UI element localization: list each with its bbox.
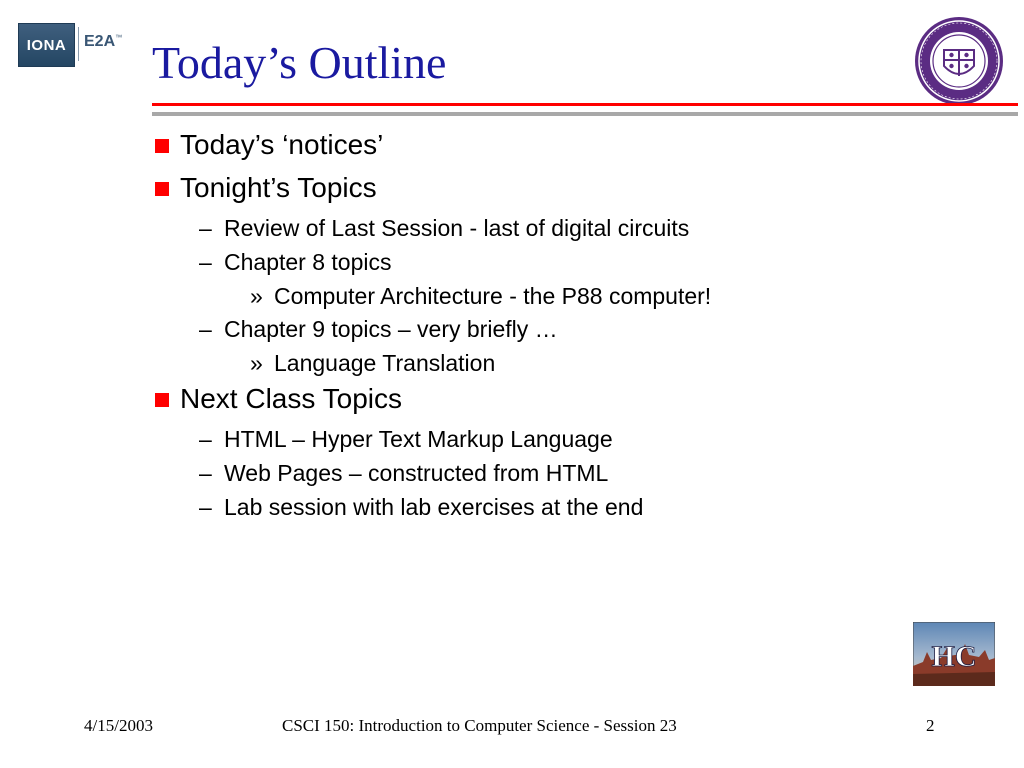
square-bullet-icon [155,139,169,153]
logo-divider [78,27,79,61]
outline-subsubitem-text: Language Translation [274,350,496,376]
outline-subitem-lab-session [153,493,913,527]
outline-subsubitem-computer-architecture [153,282,913,315]
e2a-logo-text: E2A [84,33,116,50]
outline-subitem-text: Chapter 8 topics [224,249,392,275]
footer-date: 4/15/2003 [84,716,153,735]
hc-logo [913,622,995,686]
outline-subitem-chapter-8 [153,248,913,282]
dash-bullet: – [199,460,212,486]
raquo-bullet: » [250,283,263,309]
dash-bullet: – [199,494,212,520]
outline-subitem-review [153,214,913,248]
square-bullet-icon [155,393,169,407]
outline-subsubitem-text: Computer Architecture - the P88 computer! [274,283,712,309]
dash-bullet: – [199,426,212,452]
dash-bullet: – [199,215,212,241]
footer-page-number: 2 [926,716,935,735]
outline-subitem-text: Review of Last Session - last of digital circuits [224,215,690,241]
outline-subitem-html [153,425,913,459]
outline-subitem-chapter-9 [153,315,913,349]
outline-item-text: Today’s ‘notices’ [180,129,384,160]
outline-item-next-class [153,382,913,425]
outline-subitem-text: Lab session with lab exercises at the end [224,494,644,520]
e2a-logo: E2A™ [84,33,123,50]
outline-subitem-web-pages [153,459,913,493]
outline-subitem-text: Chapter 9 topics – very briefly … [224,316,558,342]
footer-course-title: CSCI 150: Introduction to Computer Science - Session 23 [282,716,677,735]
outline-item-text: Tonight’s Topics [180,172,377,203]
outline-subitem-text: HTML – Hyper Text Markup Language [224,426,613,452]
outline-subsubitem-language-translation [153,349,913,382]
iona-logo-text: IONA [26,36,67,54]
outline-item-tonights-topics [153,171,913,214]
outline-item-notices [153,128,913,171]
outline-item-text: Next Class Topics [180,383,403,414]
hc-logo-text: HC [931,640,977,673]
raquo-bullet: » [250,350,263,376]
slide-outline [153,128,913,527]
iona-logo [18,23,75,67]
title-rule-red [152,103,1018,106]
dash-bullet: – [199,316,212,342]
slide-title: Today’s Outline [152,37,447,88]
dash-bullet: – [199,249,212,275]
college-seal-icon [914,16,1004,106]
outline-subitem-text: Web Pages – constructed from HTML [224,460,609,486]
square-bullet-icon [155,182,169,196]
title-rule-gray [152,112,1018,116]
